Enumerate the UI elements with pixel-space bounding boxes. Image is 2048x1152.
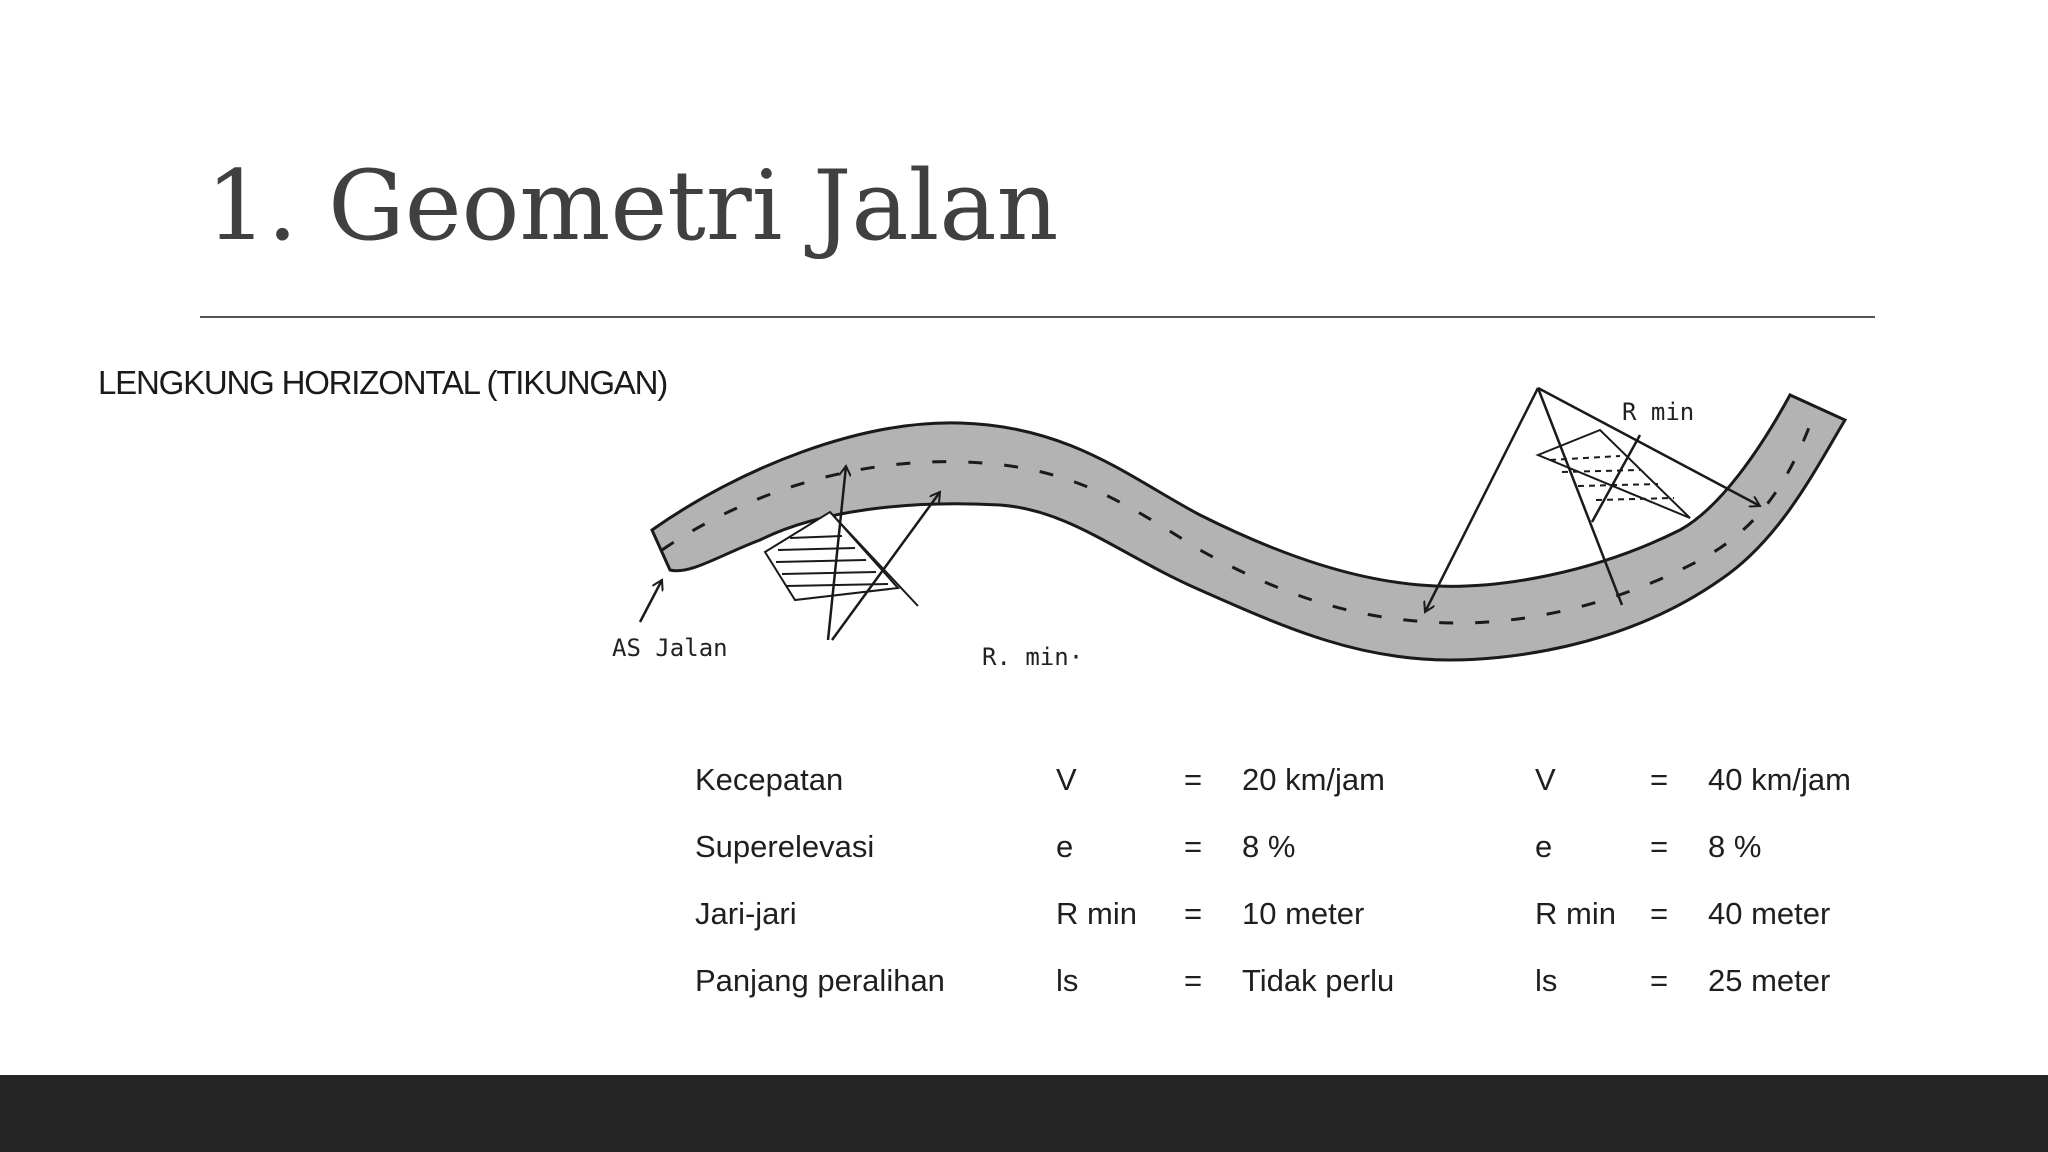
param-symbol: ls xyxy=(1056,963,1079,998)
param-symbol: R min xyxy=(1056,896,1137,931)
param-row-kecepatan xyxy=(690,762,1890,829)
param-value: 10 meter xyxy=(1242,896,1365,931)
param-name: Superelevasi xyxy=(695,829,875,864)
param-value: 25 meter xyxy=(1708,963,1831,998)
parameter-table xyxy=(690,762,1890,1030)
param-name: Panjang peralihan xyxy=(695,963,945,998)
title-divider xyxy=(200,316,1875,318)
param-row-jari-jari xyxy=(690,896,1890,963)
label-rmin-left: R. min· xyxy=(982,643,1084,671)
param-equals: = xyxy=(1650,829,1669,864)
param-row-superelevasi xyxy=(690,829,1890,896)
param-symbol: e xyxy=(1056,829,1074,864)
param-value: 8 % xyxy=(1242,829,1296,864)
param-equals: = xyxy=(1184,762,1203,797)
param-equals: = xyxy=(1184,829,1203,864)
param-value: 20 km/jam xyxy=(1242,762,1385,797)
param-equals: = xyxy=(1184,896,1203,931)
param-value: 8 % xyxy=(1708,829,1762,864)
label-as-jalan: AS Jalan xyxy=(612,634,728,662)
label-rmin-right: R min xyxy=(1622,398,1695,426)
param-value: 40 km/jam xyxy=(1708,762,1851,797)
horizontal-curve-svg xyxy=(600,360,1900,740)
param-symbol: ls xyxy=(1535,963,1558,998)
param-value: Tidak perlu xyxy=(1242,963,1395,998)
param-symbol: V xyxy=(1535,762,1556,797)
slide-subtitle: LENGKUNG HORIZONTAL (TIKUNGAN) xyxy=(98,364,668,401)
param-symbol: e xyxy=(1535,829,1553,864)
param-equals: = xyxy=(1650,896,1669,931)
param-name: Jari-jari xyxy=(695,896,797,931)
param-symbol: R min xyxy=(1535,896,1616,931)
horizontal-curve-diagram xyxy=(600,360,1900,740)
param-name: Kecepatan xyxy=(695,762,844,797)
slide-title: 1. Geometri Jalan xyxy=(206,150,1059,262)
right-hatch-triangle xyxy=(1538,430,1690,518)
param-equals: = xyxy=(1650,762,1669,797)
param-symbol: V xyxy=(1056,762,1077,797)
param-equals: = xyxy=(1650,963,1669,998)
param-value: 40 meter xyxy=(1708,896,1831,931)
param-equals: = xyxy=(1184,963,1203,998)
footer-bar xyxy=(0,1075,2048,1152)
param-row-panjang-peralihan xyxy=(690,963,1890,1030)
